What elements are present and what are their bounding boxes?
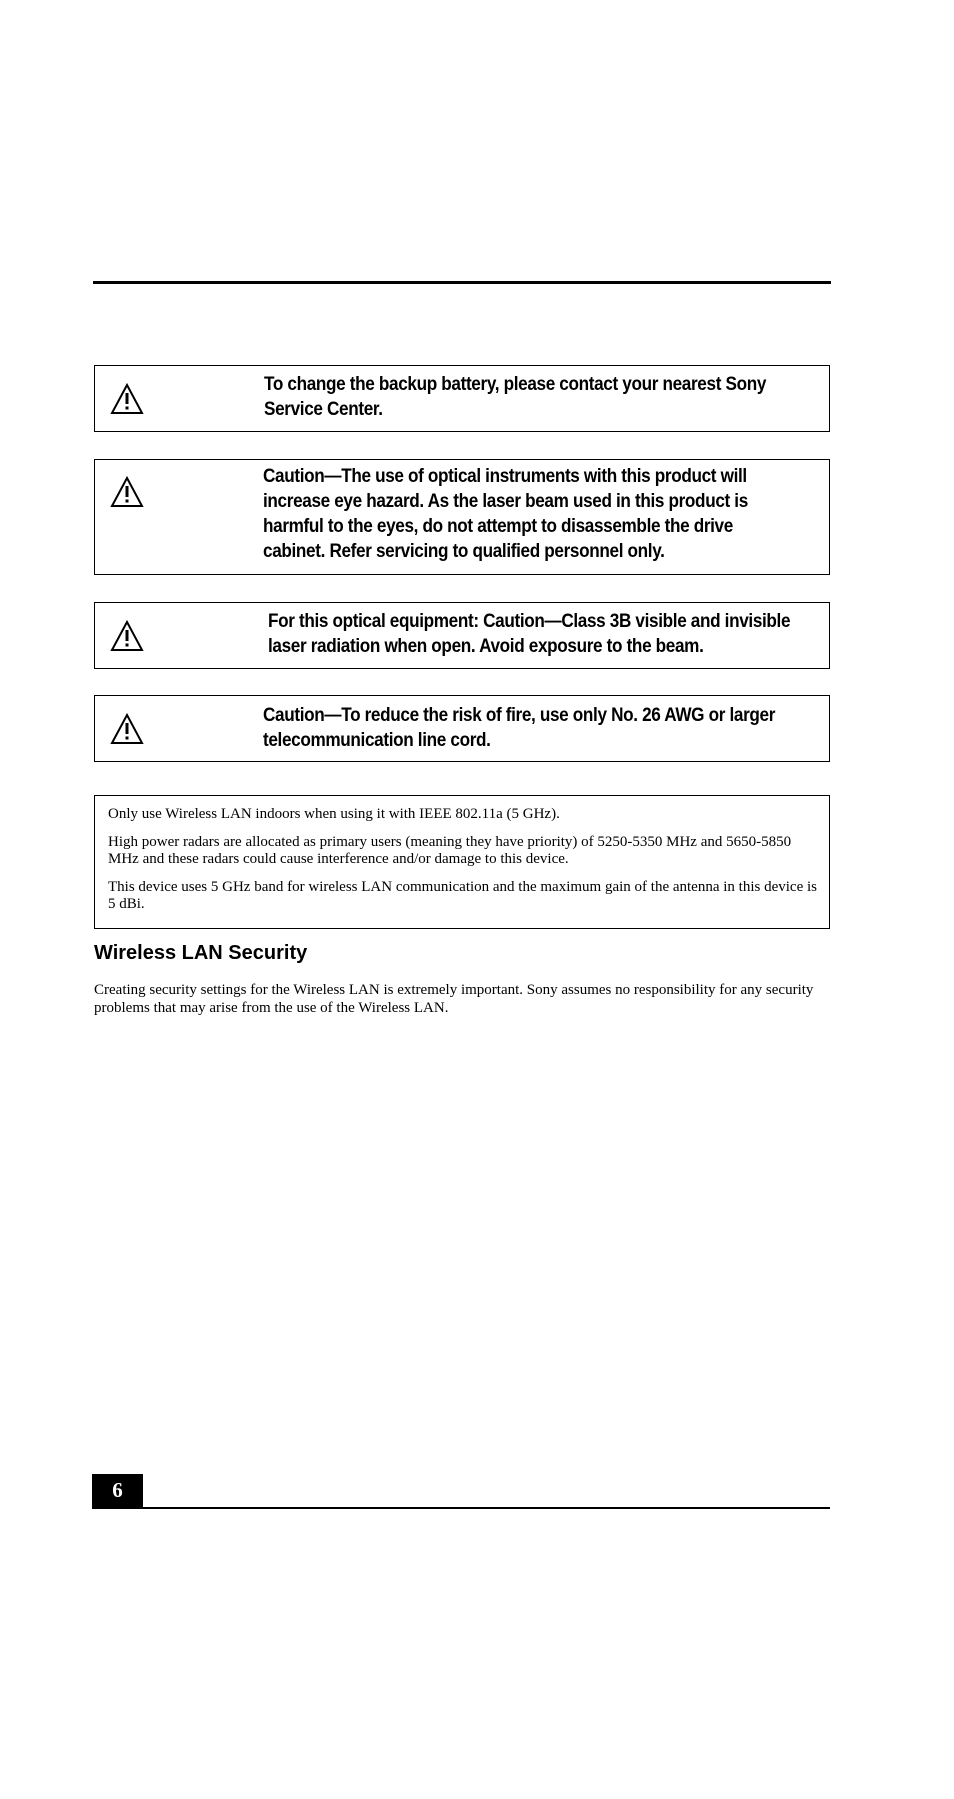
notice-paragraph: Only use Wireless LAN indoors when using it with IEEE 802.11a (5 GHz). — [108, 806, 560, 822]
caution-line: For this optical equipment: Caution—Class 3B visible and invisible — [268, 610, 791, 632]
caution-text — [268, 609, 814, 659]
warning-triangle-icon — [110, 713, 144, 745]
section-heading: Wireless LAN Security — [94, 942, 308, 964]
caution-line: To change the backup battery, please contact your nearest Sony — [264, 373, 767, 395]
caution-text — [263, 703, 809, 753]
notice-paragraph: This device uses 5 GHz band for wireless LAN communication and the maximum gain of the antenna in this device is 5 dBi. — [108, 878, 817, 912]
wireless-lan-notice-box — [94, 795, 830, 929]
caution-box-battery — [94, 365, 830, 432]
caution-line: cabinet. Refer servicing to qualified personnel only. — [263, 540, 665, 562]
caution-box-line-cord — [94, 695, 830, 762]
caution-box-laser-class — [94, 602, 830, 669]
warning-triangle-icon — [110, 383, 144, 415]
caution-line: telecommunication line cord. — [263, 729, 491, 751]
caution-line: harmful to the eyes, do not attempt to disassemble the drive — [263, 515, 733, 537]
page-number: 6 — [92, 1474, 143, 1507]
header-rule — [93, 281, 831, 284]
caution-box-optical-instruments — [94, 459, 830, 575]
caution-text — [263, 464, 809, 564]
footer-rule — [92, 1507, 830, 1509]
warning-triangle-icon — [110, 476, 144, 508]
caution-line: Caution—To reduce the risk of fire, use only No. 26 AWG or larger — [263, 704, 776, 726]
notice-paragraph: High power radars are allocated as primary users (meaning they have priority) of 5250-5350 MHz and 5650-5850 MHz and these radars could cause interference and/or damage to this device. — [108, 833, 792, 867]
caution-line: Service Center. — [264, 398, 383, 420]
warning-triangle-icon — [110, 620, 144, 652]
caution-text — [264, 372, 810, 422]
caution-line: Caution—The use of optical instruments with this product will — [263, 465, 747, 487]
section-body-text: Creating security settings for the Wireless LAN is extremely important. Sony assumes no responsibility for any security problems that may arise from the use of the Wireless LAN. — [94, 982, 814, 1016]
caution-line: increase eye hazard. As the laser beam used in this product is — [263, 490, 748, 512]
caution-line: laser radiation when open. Avoid exposure to the beam. — [268, 635, 704, 657]
